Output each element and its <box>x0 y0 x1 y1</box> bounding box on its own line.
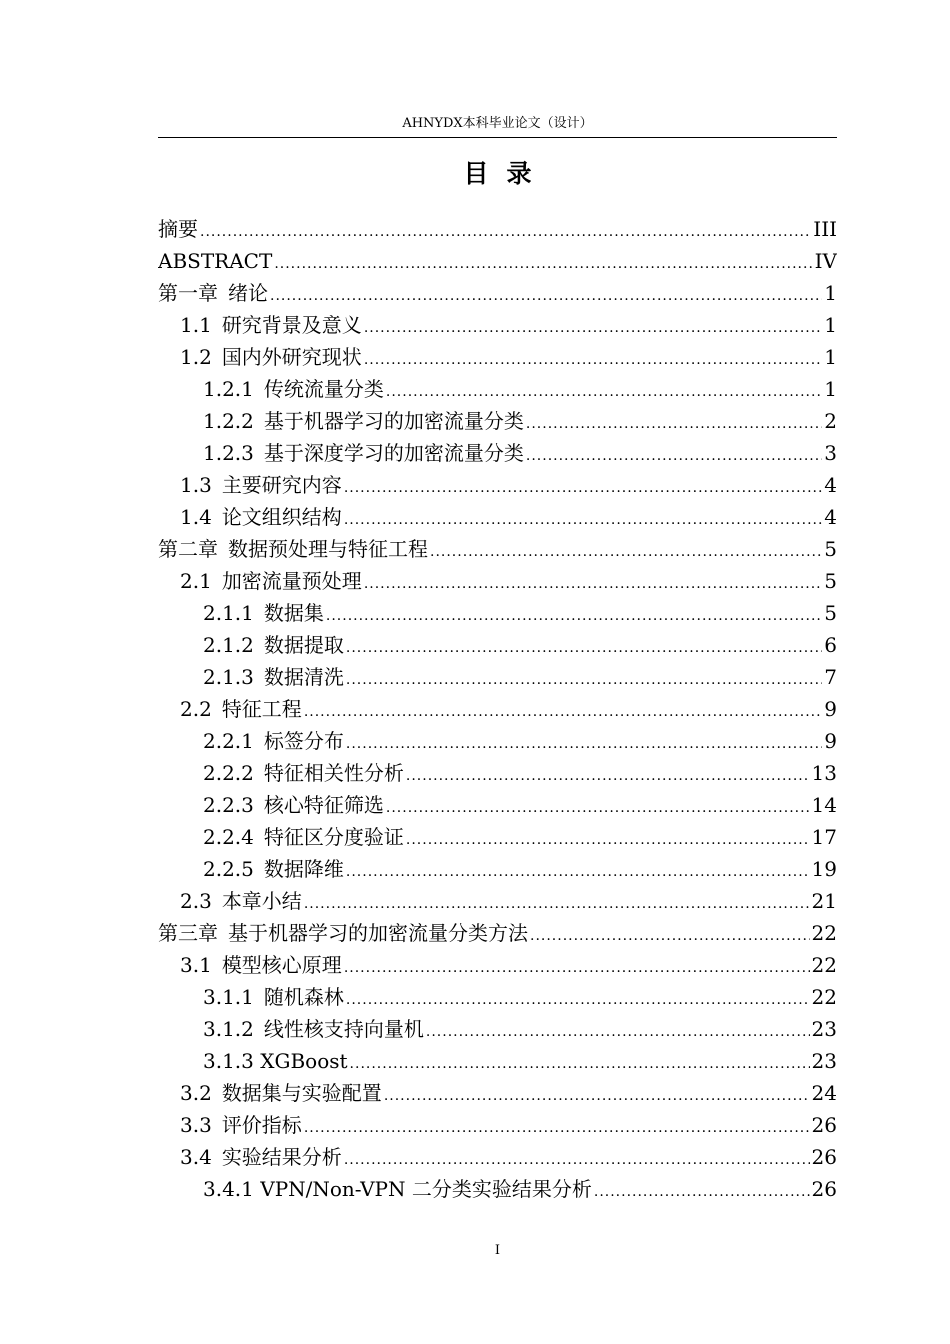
toc-entry-number: 2.1.2 <box>203 633 254 657</box>
toc-entry-page: 22 <box>811 985 837 1009</box>
toc-entry-number: 1.2.3 <box>203 441 254 465</box>
toc-entry-label <box>203 373 384 405</box>
toc-entry-title: 3.1.3 XGBoost <box>203 1049 348 1073</box>
toc-dot-leader <box>364 344 822 373</box>
toc-entry-label <box>180 1141 342 1173</box>
toc-dot-leader <box>346 632 822 661</box>
toc-entry-page: III <box>813 217 837 241</box>
toc-entry-title: 模型核心原理 <box>221 953 342 977</box>
toc-dot-leader <box>344 1144 810 1173</box>
toc-entry[interactable] <box>158 213 837 245</box>
toc-entry[interactable] <box>158 885 837 917</box>
toc-entry-page: 22 <box>811 953 837 977</box>
toc-entry-page: 7 <box>824 665 837 689</box>
toc-dot-leader <box>530 920 810 949</box>
toc-entry[interactable] <box>158 1045 837 1077</box>
toc-entry-page: 26 <box>811 1145 837 1169</box>
toc-entry-number: 1.1 <box>180 313 212 337</box>
toc-dot-leader <box>326 600 822 629</box>
toc-entry[interactable] <box>158 725 837 757</box>
toc-entry-number: 2.2.1 <box>203 729 254 753</box>
toc-entry-number: 1.3 <box>180 473 212 497</box>
toc-entry-label <box>158 533 428 565</box>
toc-entry-label <box>158 245 272 277</box>
toc-dot-leader <box>426 1016 810 1045</box>
toc-entry-label <box>203 821 404 853</box>
toc-entry-page: 9 <box>824 729 837 753</box>
toc-dot-leader <box>346 856 810 885</box>
toc-entry-number: 第三章 <box>158 921 218 945</box>
toc-dot-leader <box>344 504 822 533</box>
toc-entry-number: 1.2.2 <box>203 409 254 433</box>
toc-entry-page: 26 <box>811 1113 837 1137</box>
toc-entry-page: 1 <box>824 345 837 369</box>
toc-dot-leader <box>526 440 822 469</box>
toc-dot-leader <box>350 1048 810 1077</box>
toc-entry-label <box>180 949 342 981</box>
toc-entry-number: 3.1 <box>180 953 212 977</box>
toc-entry-title: 主要研究内容 <box>221 473 342 497</box>
toc-entry-title: 数据降维 <box>263 857 344 881</box>
toc-dot-leader <box>526 408 822 437</box>
toc-entry[interactable] <box>158 1013 837 1045</box>
toc-entry-title: 数据提取 <box>263 633 344 657</box>
toc-entry-number: 3.3 <box>180 1113 212 1137</box>
toc-entry-page: 23 <box>811 1017 837 1041</box>
toc-entry-number: 2.2.3 <box>203 793 254 817</box>
toc-entry-page: 14 <box>811 793 837 817</box>
toc-entry-number: 第二章 <box>158 537 218 561</box>
toc-entry[interactable] <box>158 853 837 885</box>
toc-entry-label <box>203 725 344 757</box>
toc-entry[interactable] <box>158 245 837 277</box>
toc-entry[interactable] <box>158 469 837 501</box>
toc-dot-leader <box>364 568 822 597</box>
toc-dot-leader <box>270 280 822 309</box>
toc-entry-label <box>203 405 524 437</box>
toc-entry-title: 特征区分度验证 <box>263 825 404 849</box>
toc-dot-leader <box>346 984 810 1013</box>
toc-title: 目录 <box>463 159 550 188</box>
toc-entry-label <box>180 469 342 501</box>
toc-dot-leader <box>304 1112 810 1141</box>
toc-dot-leader <box>304 696 822 725</box>
toc-entry-number: 1.2 <box>180 345 212 369</box>
toc-entry-title: 评价指标 <box>221 1113 302 1137</box>
toc-entry-title: 研究背景及意义 <box>221 313 362 337</box>
toc-entry-page: 22 <box>811 921 837 945</box>
toc-entry[interactable] <box>158 757 837 789</box>
toc-entry-title: 实验结果分析 <box>221 1145 342 1169</box>
toc-entry-label <box>158 917 528 949</box>
toc-entry-title: 核心特征筛选 <box>263 793 384 817</box>
toc-entry-number: 2.2.5 <box>203 857 254 881</box>
toc-dot-leader <box>274 248 812 277</box>
toc-entry-label <box>180 693 302 725</box>
toc-entry-page: 13 <box>811 761 837 785</box>
toc-entry-number: 2.3 <box>180 889 212 913</box>
toc-entry-title: 国内外研究现状 <box>221 345 362 369</box>
toc-entry-page: 4 <box>824 505 837 529</box>
toc-dot-leader <box>344 952 810 981</box>
toc-entry-page: 5 <box>824 569 837 593</box>
toc-entry-title: 论文组织结构 <box>221 505 342 529</box>
toc-entry-title: 特征相关性分析 <box>263 761 404 785</box>
toc-entry-title: 摘要 <box>158 217 198 241</box>
toc-entry-label <box>203 1173 592 1205</box>
toc-dot-leader <box>384 1080 810 1109</box>
toc-entry-page: 2 <box>824 409 837 433</box>
toc-dot-leader <box>304 888 810 917</box>
toc-entry[interactable] <box>158 789 837 821</box>
toc-entry-number: 2.2.2 <box>203 761 254 785</box>
toc-entry[interactable] <box>158 693 837 725</box>
toc-entry-label <box>180 309 362 341</box>
toc-dot-leader <box>200 216 811 245</box>
toc-entry-label <box>203 757 404 789</box>
toc-entry-title: 随机森林 <box>263 985 344 1009</box>
toc-entry-title: 基于机器学习的加密流量分类方法 <box>228 921 528 945</box>
toc-dot-leader <box>346 664 822 693</box>
toc-entry-title: 数据预处理与特征工程 <box>228 537 428 561</box>
running-header: AHNYDX本科毕业论文（设计） <box>402 116 593 131</box>
toc-entry-label <box>203 629 344 661</box>
toc-entry[interactable] <box>158 949 837 981</box>
toc-entry[interactable] <box>158 1077 837 1109</box>
toc-entry-number: 1.2.1 <box>203 377 254 401</box>
toc-entry-number: 1.4 <box>180 505 212 529</box>
toc-entry-label <box>180 341 362 373</box>
toc-entry-label <box>203 437 524 469</box>
toc-entry[interactable] <box>158 533 837 565</box>
toc-entry-page: 26 <box>811 1177 837 1201</box>
toc-entry-label <box>203 853 344 885</box>
toc-entry[interactable] <box>158 597 837 629</box>
toc-entry-page: IV <box>814 249 837 273</box>
toc-entry-title: 基于深度学习的加密流量分类 <box>263 441 524 465</box>
toc-entry-label <box>158 277 268 309</box>
toc-dot-leader <box>406 760 810 789</box>
toc-entry[interactable] <box>158 501 837 533</box>
toc-entry-title: ABSTRACT <box>158 249 273 273</box>
toc-entry-number: 3.1.2 <box>203 1017 254 1041</box>
toc-entry-page: 19 <box>811 857 837 881</box>
toc-entry-number: 2.1.3 <box>203 665 254 689</box>
toc-entry-title: 特征工程 <box>221 697 302 721</box>
toc-dot-leader <box>386 376 822 405</box>
toc-entry-page: 3 <box>824 441 837 465</box>
toc-entry-title: 标签分布 <box>263 729 344 753</box>
toc-entry-title: 3.4.1 VPN/Non-VPN 二分类实验结果分析 <box>203 1177 592 1201</box>
toc-entry[interactable] <box>158 1109 837 1141</box>
toc-entry-label <box>180 501 342 533</box>
toc-dot-leader <box>364 312 822 341</box>
toc-entry-label <box>180 1077 382 1109</box>
toc-entry-title: 数据集 <box>263 601 324 625</box>
toc-dot-leader <box>386 792 810 821</box>
toc-entry-page: 1 <box>824 313 837 337</box>
toc-entry[interactable] <box>158 629 837 661</box>
toc-entry-number: 第一章 <box>158 281 218 305</box>
toc-entry-number: 2.1.1 <box>203 601 254 625</box>
toc-entry-label <box>180 885 302 917</box>
toc-entry-title: 基于机器学习的加密流量分类 <box>263 409 524 433</box>
toc-entry-page: 1 <box>824 377 837 401</box>
toc-entry-label <box>203 597 324 629</box>
toc-dot-leader <box>406 824 810 853</box>
page-number: I <box>494 1243 501 1258</box>
toc-entry-page: 21 <box>811 889 837 913</box>
toc-entry[interactable] <box>158 373 837 405</box>
toc-entry-page: 17 <box>811 825 837 849</box>
toc-entry[interactable] <box>158 661 837 693</box>
toc-entry[interactable] <box>158 277 837 309</box>
toc-dot-leader <box>430 536 822 565</box>
table-of-contents <box>158 213 837 1205</box>
toc-entry-page: 4 <box>824 473 837 497</box>
toc-entry-label <box>180 1109 302 1141</box>
toc-entry[interactable] <box>158 437 837 469</box>
toc-entry-page: 9 <box>824 697 837 721</box>
toc-entry-label <box>203 1045 348 1077</box>
toc-entry-number: 3.1.1 <box>203 985 254 1009</box>
toc-entry[interactable] <box>158 981 837 1013</box>
toc-entry-number: 2.2 <box>180 697 212 721</box>
toc-entry-label <box>158 213 198 245</box>
toc-entry-number: 2.2.4 <box>203 825 254 849</box>
toc-entry-label <box>203 981 344 1013</box>
toc-dot-leader <box>346 728 822 757</box>
toc-entry-number: 2.1 <box>180 569 212 593</box>
toc-entry-number: 3.4 <box>180 1145 212 1169</box>
toc-entry-title: 传统流量分类 <box>263 377 384 401</box>
toc-entry-number: 3.2 <box>180 1081 212 1105</box>
toc-entry-page: 5 <box>824 601 837 625</box>
toc-entry[interactable] <box>158 341 837 373</box>
toc-entry[interactable] <box>158 309 837 341</box>
toc-entry-title: 线性核支持向量机 <box>263 1017 424 1041</box>
toc-entry-title: 数据集与实验配置 <box>221 1081 382 1105</box>
toc-entry-page: 6 <box>824 633 837 657</box>
toc-entry-title: 加密流量预处理 <box>221 569 362 593</box>
toc-entry[interactable] <box>158 917 837 949</box>
toc-entry[interactable] <box>158 565 837 597</box>
toc-dot-leader <box>344 472 822 501</box>
toc-entry-page: 1 <box>824 281 837 305</box>
header-rule <box>158 137 837 138</box>
toc-entry[interactable] <box>158 1141 837 1173</box>
toc-entry-page: 5 <box>824 537 837 561</box>
toc-entry-title: 本章小结 <box>221 889 302 913</box>
toc-entry-label <box>180 565 362 597</box>
toc-dot-leader <box>594 1176 810 1205</box>
toc-entry[interactable] <box>158 821 837 853</box>
toc-entry-label <box>203 789 384 821</box>
toc-entry-label <box>203 661 344 693</box>
toc-entry[interactable] <box>158 1173 837 1205</box>
toc-entry[interactable] <box>158 405 837 437</box>
toc-entry-title: 数据清洗 <box>263 665 344 689</box>
toc-entry-page: 24 <box>811 1081 837 1105</box>
toc-entry-title: 绪论 <box>228 281 268 305</box>
toc-entry-page: 23 <box>811 1049 837 1073</box>
toc-entry-label <box>203 1013 424 1045</box>
